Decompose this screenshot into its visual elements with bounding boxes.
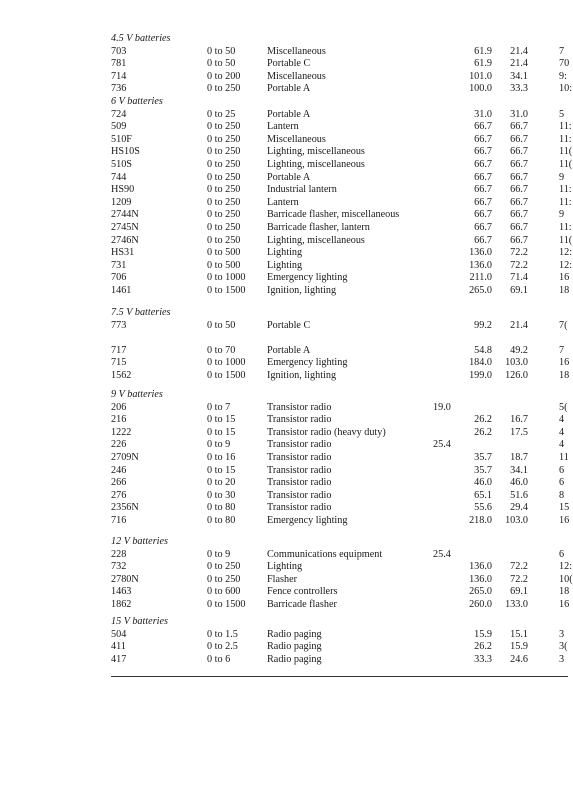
capacity-range: 0 to 50	[207, 319, 236, 331]
capacity-range: 0 to 500	[207, 259, 241, 271]
capacity-range: 0 to 250	[207, 184, 241, 196]
application: Transistor radio	[267, 464, 332, 476]
section-heading: 9 V batteries	[111, 389, 163, 400]
section-heading: 4.5 V batteries	[111, 33, 171, 44]
value-col-4: 9	[559, 209, 565, 221]
table-row	[0, 259, 573, 273]
battery-type: 216	[111, 414, 127, 426]
value-col-4: 12:	[559, 561, 573, 573]
capacity-range: 0 to 15	[207, 426, 236, 438]
application: Fence controllers	[267, 586, 338, 598]
table-row	[0, 285, 568, 298]
capacity-range: 0 to 250	[207, 133, 241, 145]
capacity-range: 0 to 15	[207, 464, 236, 476]
application: Radio paging	[267, 641, 322, 653]
value-col-4: 10(	[559, 573, 573, 585]
capacity-range: 0 to 70	[207, 344, 236, 356]
value-col-3: 15.1	[510, 628, 528, 640]
value-col-4: 11(	[559, 234, 573, 246]
value-col-3: 16.7	[510, 414, 528, 426]
application: Lantern	[267, 121, 299, 133]
value-col-2: 26.2	[474, 641, 492, 653]
battery-type: 2780N	[111, 573, 139, 585]
value-col-2: 136.0	[469, 247, 492, 259]
application: Portable C	[267, 319, 311, 331]
capacity-range: 0 to 30	[207, 489, 236, 501]
value-col-3: 66.7	[510, 221, 528, 233]
value-col-4: 10:	[559, 83, 573, 95]
battery-type: HS31	[111, 247, 135, 259]
application: Barricade flasher	[267, 598, 337, 610]
application: Portable A	[267, 83, 311, 95]
table-row	[0, 586, 568, 599]
value-col-1: 25.4	[433, 439, 451, 451]
capacity-range: 0 to 6	[207, 653, 231, 665]
battery-type: 2709N	[111, 451, 139, 463]
value-col-4: 7	[559, 344, 565, 356]
table-row	[0, 599, 568, 612]
value-col-2: 66.7	[474, 121, 492, 133]
value-col-4: 11:	[559, 184, 572, 196]
application: Radio paging	[267, 653, 322, 665]
value-col-3: 66.7	[510, 234, 528, 246]
application: Lighting, miscellaneous	[267, 158, 365, 170]
table-row	[0, 46, 568, 59]
value-col-3: 34.1	[510, 464, 528, 476]
table-row	[0, 109, 568, 122]
capacity-range: 0 to 250	[207, 573, 241, 585]
value-col-2: 66.7	[474, 196, 492, 208]
value-col-3: 21.4	[510, 58, 528, 70]
capacity-range: 0 to 7	[207, 401, 231, 413]
value-col-3: 69.1	[510, 586, 528, 598]
capacity-range: 0 to 250	[207, 221, 241, 233]
value-col-4: 4	[559, 439, 565, 451]
capacity-range: 0 to 250	[207, 196, 241, 208]
value-col-4: 16	[559, 514, 570, 526]
value-col-2: 31.0	[474, 108, 492, 120]
application: Miscellaneous	[267, 45, 326, 57]
table-row	[0, 452, 568, 465]
value-col-4: 15	[559, 502, 570, 514]
value-col-2: 66.7	[474, 146, 492, 158]
value-col-3: 66.7	[510, 146, 528, 158]
value-col-4: 6	[559, 548, 565, 560]
value-col-2: 136.0	[469, 561, 492, 573]
table-row	[0, 357, 568, 370]
capacity-range: 0 to 200	[207, 70, 241, 82]
capacity-range: 0 to 9	[207, 439, 231, 451]
value-col-2: 26.2	[474, 414, 492, 426]
value-col-4: 18	[559, 586, 570, 598]
application: Flasher	[267, 573, 297, 585]
value-col-4: 12:	[559, 259, 573, 271]
capacity-range: 0 to 1000	[207, 357, 246, 369]
value-col-3: 34.1	[510, 70, 528, 82]
application: Communications equipment	[267, 548, 383, 560]
value-col-3: 51.6	[510, 489, 528, 501]
value-col-2: 265.0	[469, 586, 492, 598]
table-row	[0, 439, 568, 452]
value-col-4: 11:	[559, 196, 572, 208]
battery-type: 509	[111, 121, 127, 133]
battery-type: 716	[111, 514, 127, 526]
battery-type: 266	[111, 477, 127, 489]
value-col-4: 9	[559, 171, 565, 183]
capacity-range: 0 to 15	[207, 414, 236, 426]
value-col-3: 29.4	[510, 502, 528, 514]
table-row	[0, 402, 568, 415]
value-col-2: 66.7	[474, 171, 492, 183]
value-col-4: 6	[559, 464, 565, 476]
table-row	[0, 465, 568, 478]
battery-type: 717	[111, 344, 127, 356]
value-col-4: 7	[559, 45, 565, 57]
value-col-3: 21.4	[510, 45, 528, 57]
capacity-range: 0 to 250	[207, 83, 241, 95]
value-col-4: 11:	[559, 121, 572, 133]
value-col-3: 66.7	[510, 196, 528, 208]
capacity-range: 0 to 50	[207, 58, 236, 70]
capacity-range: 0 to 16	[207, 451, 236, 463]
application: Portable C	[267, 58, 311, 70]
value-col-3: 21.4	[510, 319, 528, 331]
table-row	[0, 477, 568, 490]
value-col-4: 70	[559, 58, 570, 70]
value-col-4: 7(	[559, 319, 568, 331]
application: Emergency lighting	[267, 357, 348, 369]
value-col-4: 5(	[559, 401, 568, 413]
value-col-4: 8	[559, 489, 565, 501]
battery-type: 736	[111, 83, 127, 95]
table-row	[0, 561, 573, 574]
application: Ignition, lighting	[267, 284, 337, 296]
table-row	[0, 121, 572, 134]
table-row	[0, 71, 568, 84]
table-row	[0, 414, 568, 427]
battery-type: 1463	[111, 586, 132, 598]
capacity-range: 0 to 250	[207, 209, 241, 221]
table-row	[0, 370, 568, 383]
battery-type: 1209	[111, 196, 132, 208]
value-col-2: 136.0	[469, 259, 492, 271]
value-col-4: 3(	[559, 641, 568, 653]
application: Lighting	[267, 259, 303, 271]
battery-type: 510F	[111, 133, 132, 145]
application: Transistor radio	[267, 414, 332, 426]
capacity-range: 0 to 80	[207, 514, 236, 526]
battery-type: 724	[111, 108, 127, 120]
battery-type: 2746N	[111, 234, 139, 246]
application: Transistor radio (heavy duty)	[267, 426, 386, 438]
table-row	[0, 320, 568, 333]
value-col-3: 72.2	[510, 259, 528, 271]
value-col-2: 101.0	[469, 70, 492, 82]
value-col-2: 66.7	[474, 221, 492, 233]
value-col-4: 11:	[559, 133, 572, 145]
battery-type: 276	[111, 489, 127, 501]
value-col-4: 11	[559, 451, 569, 463]
battery-type: 2744N	[111, 209, 139, 221]
value-col-1: 19.0	[433, 401, 451, 413]
table-row	[0, 573, 573, 587]
value-col-3: 72.2	[510, 247, 528, 259]
battery-type: 2356N	[111, 502, 139, 514]
table-row	[0, 196, 572, 210]
capacity-range: 0 to 25	[207, 108, 236, 120]
table-row	[0, 172, 568, 185]
section-heading: 7.5 V batteries	[111, 307, 171, 318]
value-col-3: 72.2	[510, 573, 528, 585]
battery-type: 417	[111, 653, 127, 665]
battery-type: 706	[111, 272, 127, 284]
value-col-2: 265.0	[469, 284, 492, 296]
value-col-2: 199.0	[469, 369, 492, 381]
value-col-3: 17.5	[510, 426, 528, 438]
capacity-range: 0 to 250	[207, 146, 241, 158]
value-col-1: 25.4	[433, 548, 451, 560]
value-col-2: 61.9	[474, 58, 492, 70]
application: Transistor radio	[267, 401, 332, 413]
capacity-range: 0 to 80	[207, 502, 236, 514]
value-col-2: 15.9	[474, 628, 492, 640]
value-col-2: 35.7	[474, 464, 492, 476]
value-col-2: 211.0	[469, 272, 492, 284]
battery-type: 2745N	[111, 221, 139, 233]
application: Industrial lantern	[267, 184, 337, 196]
value-col-3: 66.7	[510, 133, 528, 145]
capacity-range: 0 to 2.5	[207, 641, 238, 653]
table-row	[0, 502, 568, 515]
application: Transistor radio	[267, 477, 332, 489]
battery-type: 1862	[111, 598, 132, 610]
capacity-range: 0 to 1500	[207, 598, 246, 610]
capacity-range: 0 to 250	[207, 561, 241, 573]
application: Miscellaneous	[267, 133, 326, 145]
capacity-range: 0 to 1500	[207, 369, 246, 381]
battery-type: 732	[111, 561, 127, 573]
battery-type: 228	[111, 548, 127, 560]
table-row	[0, 629, 568, 642]
value-col-4: 16	[559, 272, 570, 284]
value-col-2: 218.0	[469, 514, 492, 526]
capacity-range: 0 to 250	[207, 171, 241, 183]
value-col-2: 46.0	[474, 477, 492, 489]
application: Radio paging	[267, 628, 322, 640]
battery-type: 1461	[111, 284, 132, 296]
value-col-2: 35.7	[474, 451, 492, 463]
table-row	[0, 184, 572, 197]
value-col-2: 66.7	[474, 158, 492, 170]
table-row	[0, 133, 572, 147]
value-col-2: 61.9	[474, 45, 492, 57]
value-col-3: 66.7	[510, 121, 528, 133]
capacity-range: 0 to 50	[207, 45, 236, 57]
section-heading: 15 V batteries	[111, 616, 168, 627]
value-col-3: 103.0	[505, 357, 528, 369]
value-col-3: 66.7	[510, 209, 528, 221]
value-col-4: 6	[559, 477, 565, 489]
value-col-3: 33.3	[510, 83, 528, 95]
application: Transistor radio	[267, 502, 332, 514]
value-col-4: 4	[559, 414, 565, 426]
battery-type: HS90	[111, 184, 135, 196]
value-col-3: 15.9	[510, 641, 528, 653]
capacity-range: 0 to 250	[207, 121, 241, 133]
application: Lighting	[267, 247, 303, 259]
capacity-range: 0 to 9	[207, 548, 231, 560]
battery-type: 206	[111, 401, 127, 413]
value-col-2: 65.1	[474, 489, 492, 501]
application: Lighting, miscellaneous	[267, 234, 365, 246]
capacity-range: 0 to 500	[207, 247, 241, 259]
table-row	[0, 654, 568, 667]
table-row	[0, 490, 568, 503]
battery-type: 246	[111, 464, 127, 476]
value-col-3: 71.4	[510, 272, 528, 284]
application: Emergency lighting	[267, 272, 348, 284]
value-col-4: 18	[559, 284, 570, 296]
value-col-2: 136.0	[469, 573, 492, 585]
value-col-4: 12:	[559, 247, 573, 259]
table-row	[0, 209, 568, 222]
value-col-4: 18	[559, 369, 570, 381]
value-col-2: 100.0	[469, 83, 492, 95]
application: Portable A	[267, 171, 311, 183]
table-row	[0, 427, 568, 440]
value-col-3: 69.1	[510, 284, 528, 296]
battery-type: 744	[111, 171, 127, 183]
table-row	[0, 549, 568, 562]
capacity-range: 0 to 1.5	[207, 628, 238, 640]
table-row	[0, 247, 573, 260]
battery-type: 703	[111, 45, 127, 57]
section-heading: 12 V batteries	[111, 536, 168, 547]
application: Barricade flasher, lantern	[267, 221, 370, 233]
value-col-4: 16	[559, 357, 570, 369]
value-col-2: 54.8	[474, 344, 492, 356]
table-row	[0, 158, 573, 172]
table-row	[0, 146, 573, 159]
value-col-2: 66.7	[474, 209, 492, 221]
application: Lantern	[267, 196, 299, 208]
battery-type: 715	[111, 357, 127, 369]
value-col-2: 66.7	[474, 234, 492, 246]
value-col-2: 66.7	[474, 133, 492, 145]
value-col-4: 3	[559, 628, 565, 640]
application: Emergency lighting	[267, 514, 348, 526]
battery-type: 411	[111, 641, 126, 653]
value-col-2: 99.2	[474, 319, 492, 331]
value-col-2: 260.0	[469, 598, 492, 610]
value-col-2: 66.7	[474, 184, 492, 196]
table-row	[0, 515, 568, 528]
battery-type: 1222	[111, 426, 132, 438]
table-bottom-rule	[111, 676, 568, 677]
application: Ignition, lighting	[267, 369, 337, 381]
capacity-range: 0 to 250	[207, 158, 241, 170]
table-row	[0, 641, 568, 654]
battery-type: 731	[111, 259, 127, 271]
value-col-4: 4	[559, 426, 565, 438]
application: Transistor radio	[267, 451, 332, 463]
battery-type: 504	[111, 628, 127, 640]
value-col-4: 11(	[559, 158, 573, 170]
value-col-2: 33.3	[474, 653, 492, 665]
application: Miscellaneous	[267, 70, 326, 82]
value-col-4: 3	[559, 653, 565, 665]
application: Portable A	[267, 108, 311, 120]
battery-type: 773	[111, 319, 127, 331]
battery-type: 714	[111, 70, 127, 82]
value-col-3: 103.0	[505, 514, 528, 526]
capacity-range: 0 to 1500	[207, 284, 246, 296]
value-col-3: 66.7	[510, 158, 528, 170]
value-col-2: 184.0	[469, 357, 492, 369]
value-col-3: 126.0	[505, 369, 528, 381]
value-col-3: 66.7	[510, 171, 528, 183]
battery-type: 226	[111, 439, 127, 451]
value-col-3: 72.2	[510, 561, 528, 573]
value-col-4: 5	[559, 108, 565, 120]
capacity-range: 0 to 20	[207, 477, 236, 489]
value-col-3: 133.0	[505, 598, 528, 610]
application: Transistor radio	[267, 439, 332, 451]
table-row	[0, 58, 568, 71]
value-col-3: 49.2	[510, 344, 528, 356]
table-row	[0, 345, 568, 358]
capacity-range: 0 to 600	[207, 586, 241, 598]
value-col-3: 31.0	[510, 108, 528, 120]
value-col-3: 24.6	[510, 653, 528, 665]
table-row	[0, 234, 573, 248]
value-col-4: 11:	[559, 221, 572, 233]
application: Portable A	[267, 344, 311, 356]
capacity-range: 0 to 1000	[207, 272, 246, 284]
table-row	[0, 221, 572, 235]
value-col-3: 18.7	[510, 451, 528, 463]
value-col-4: 11(	[559, 146, 573, 158]
capacity-range: 0 to 250	[207, 234, 241, 246]
value-col-2: 55.6	[474, 502, 492, 514]
value-col-4: 16	[559, 598, 570, 610]
table-row	[0, 272, 568, 285]
battery-type: 510S	[111, 158, 132, 170]
value-col-4: 9:	[559, 70, 567, 82]
value-col-2: 26.2	[474, 426, 492, 438]
application: Lighting, miscellaneous	[267, 146, 365, 158]
application: Transistor radio	[267, 489, 332, 501]
section-heading: 6 V batteries	[111, 96, 163, 107]
table-row	[0, 332, 568, 345]
value-col-3: 66.7	[510, 184, 528, 196]
table-row	[0, 83, 573, 96]
value-col-3: 46.0	[510, 477, 528, 489]
battery-type: 1562	[111, 369, 132, 381]
application: Barricade flasher, miscellaneous	[267, 209, 400, 221]
battery-type: 781	[111, 58, 127, 70]
application: Lighting	[267, 561, 303, 573]
battery-type: HS10S	[111, 146, 140, 158]
